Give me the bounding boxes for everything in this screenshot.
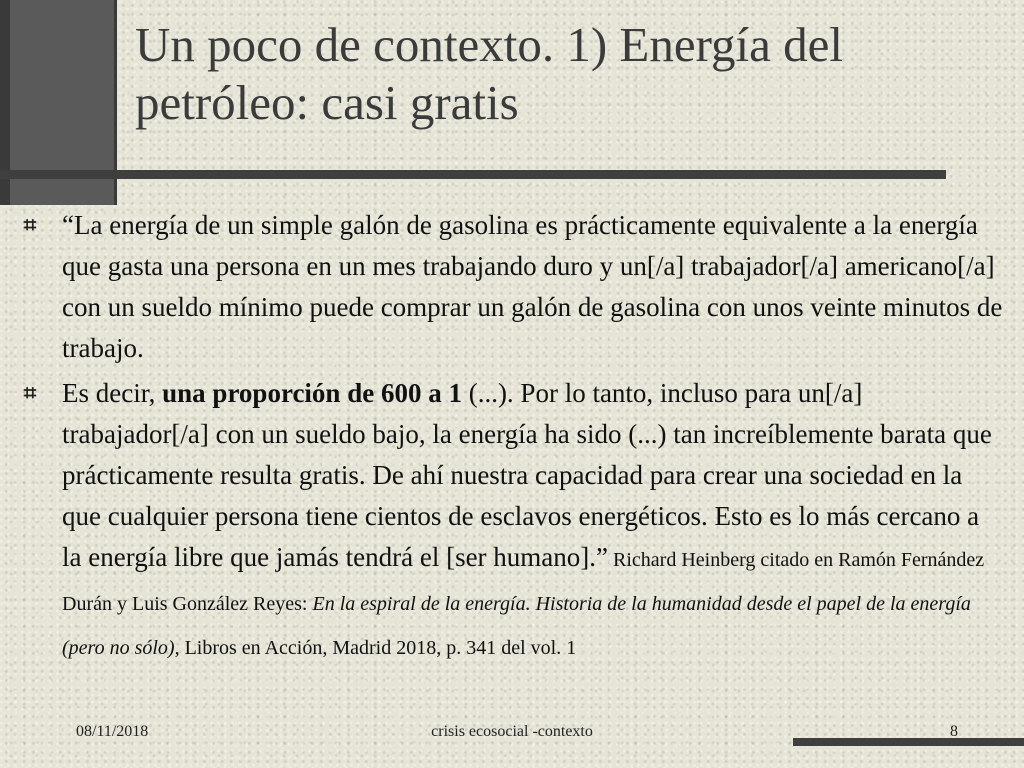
hash-bullet-icon: ⌗ xyxy=(23,381,37,406)
citation-book-title: En la espiral de la energía. Historia de la humanidad desde el papel de la energía (pero no sólo) xyxy=(62,593,971,659)
slide-title: Un poco de contexto. 1) Energía del petróleo: casi gratis xyxy=(135,17,844,130)
bullet-item-quote xyxy=(20,205,1005,369)
bullet-text-intro: Es decir, xyxy=(62,378,163,408)
footer-page-number: 8 xyxy=(950,723,958,740)
bullet-item-proportion xyxy=(20,373,1005,669)
bullet-text: “La energía de un simple galón de gasolina es prácticamente equivalente a la energía que gasta una persona en un mes trabajando duro y un[/a] trabajador[/a] americano[/a] con un sueldo mínimo puede comprar un galón de gasolina con unos veinte minutos de trabajo. xyxy=(62,210,1003,363)
bullet-text-bold-proportion: una proporción de 600 a 1 xyxy=(162,378,462,408)
footer-date: 08/11/2018 xyxy=(76,723,149,740)
slide-content xyxy=(20,205,1005,669)
hash-bullet-icon: ⌗ xyxy=(23,213,37,238)
decorative-horizontal-bar xyxy=(0,170,946,179)
citation-publisher: , Libros en Acción, Madrid 2018, p. 341 del vol. 1 xyxy=(174,637,577,659)
footer-title: crisis ecosocial -contexto xyxy=(431,723,593,740)
citation-text: Richard Heinberg citado en Ramón Fernández Durán y Luis González Reyes: xyxy=(62,549,985,615)
bullet-text-body: (...). Por lo tanto, incluso para un[/a] trabajador[/a] con un sueldo bajo, la energía ha sido (...) tan increíblemente barata que prácticamente resulta gratis. De ahí nuestra capacidad para crear una sociedad en la que cualquier persona tiene cientos de esclavos energéticos. Esto es lo más cercano a la energía libre que jamás tendrá el [ser humano].” xyxy=(62,378,992,572)
